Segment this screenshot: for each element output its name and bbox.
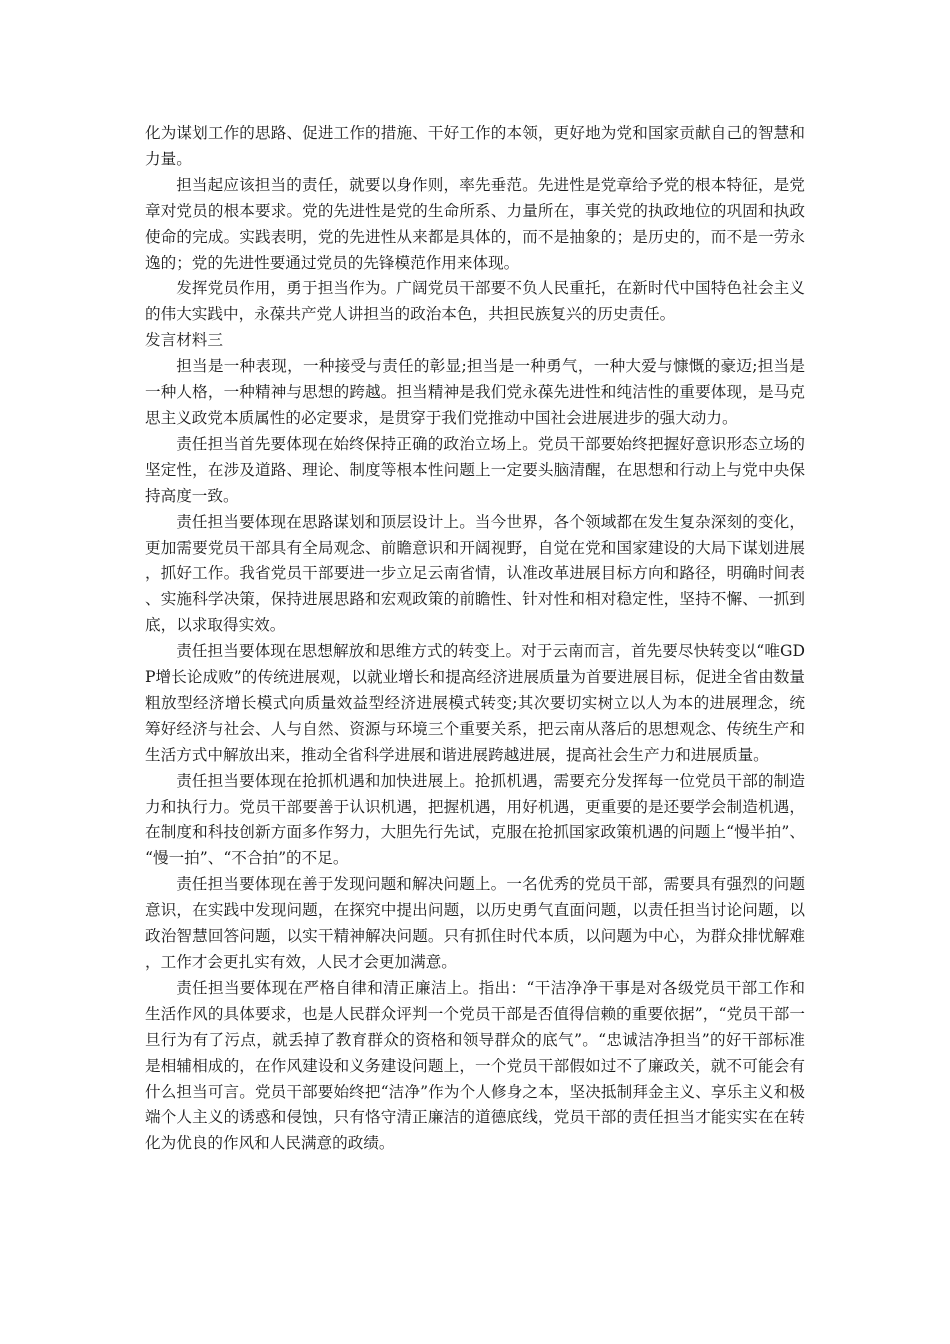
paragraph-top-level-design: 责任担当要体现在思路谋划和顶层设计上。当今世界，各个领域都在发生复杂深刻的变化，更加需要党员干部具有全局观念、前瞻意识和开阔视野，自觉在党和国家建设的大局下谋划进展，抓好工作。我省党员干部要进一步立足云南省情，认准改革进展目标方向和路径，明确时间表、实施科学决策，保持进展思路和宏观政策的前瞻性、针对性和相对稳定性，坚持不懈、一抓到底，以求取得实效。 xyxy=(145,512,805,635)
document-page xyxy=(145,121,805,1157)
paragraph-party-member-role: 发挥党员作用，勇于担当作为。广阔党员干部要不负人民重托，在新时代中国特色社会主义的伟大实践中，永葆共产党人讲担当的政治本色，共担民族复兴的历史责任。 xyxy=(145,279,805,324)
paragraph-mindset-change: 责任担当要体现在思想解放和思维方式的转变上。对于云南而言，首先要尽快转变以“唯GDP增长论成败”的传统进展观，以就业增长和提高经济进展质量为首要进展目标，促进全省由数量粗放型经济增长模式向质量效益型经济进展模式转变;其次要切实树立以人为本的进展理念，统筹好经济与社会、人与自然、资源与环境三个重要关系，把云南从落后的思想观念、传统生产和生活方式中解放出来，推动全省科学进展和谐进展跨越进展，提高社会生产力和进展质量。 xyxy=(145,642,805,764)
section-heading: 发言材料三 xyxy=(145,331,223,350)
paragraph-lead-by-example: 担当起应该担当的责任，就要以身作则，率先垂范。先进性是党章给予党的根本特征，是党章对党员的根本要求。党的先进性是党的生命所系、力量所在，事关党的执政地位的巩固和执政使命的完成。实践表明，党的先进性从来都是具体的，而不是抽象的；是历史的，而不是一劳永逸的；党的先进性要通过党员的先锋模范作用来体现。 xyxy=(145,175,805,272)
paragraph-continuation: 化为谋划工作的思路、促进工作的措施、干好工作的本领，更好地为党和国家贡献自己的智慧和力量。 xyxy=(145,124,805,168)
paragraph-definition-of-responsibility: 担当是一种表现，一种接受与责任的彰显;担当是一种勇气，一种大爱与慷慨的豪迈;担当是一种人格，一种精神与思想的跨越。担当精神是我们党永葆先进性和纯洁性的重要体现，是马克思主义政党本质属性的必定要求，是贯穿于我们党推动中国社会进展进步的强大动力。 xyxy=(145,357,805,427)
paragraph-seize-opportunities: 责任担当要体现在抢抓机遇和加快进展上。抢抓机遇，需要充分发挥每一位党员干部的制造力和执行力。党员干部要善于认识机遇，把握机遇，用好机遇，更重要的是还要学会制造机遇，在制度和科技创新方面多作努力，大胆先行先试，克服在抢抓国家政策机遇的问题上“慢半拍”、“慢一拍”、“不合拍”的不足。 xyxy=(145,771,805,868)
paragraph-political-stance: 责任担当首先要体现在始终保持正确的政治立场上。党员干部要始终把握好意识形态立场的坚定性，在涉及道路、理论、制度等根本性问题上一定要头脑清醒，在思想和行动上与党中央保持高度一致。 xyxy=(145,434,805,505)
paragraph-self-discipline: 责任担当要体现在严格自律和清正廉洁上。指出：“干洁净净干事是对各级党员干部工作和生活作风的具体要求，也是人民群众评判一个党员干部是否值得信赖的重要依据”，“党员干部一旦行为有了污点，就丢掉了教育群众的资格和领导群众的底气”。“忠诚洁净担当”的好干部标准是相辅相成的，在作风建设和义务建设问题上，一个党员干部假如过不了廉政关，就不可能会有什么担当可言。党员干部要始终把“洁净”作为个人修身之本，坚决抵制拜金主义、享乐主义和极端个人主义的诱惑和侵蚀，只有恪守清正廉洁的道德底线，党员干部的责任担当才能实实在在转化为优良的作风和人民满意的政绩。 xyxy=(145,978,805,1153)
paragraph-problem-solving: 责任担当要体现在善于发现问题和解决问题上。一名优秀的党员干部，需要具有强烈的问题意识，在实践中发现问题，在探究中提出问题，以历史勇气直面问题，以责任担当讨论问题，以政治智慧回答问题，以实干精神解决问题。只有抓住时代本质，以问题为中心，为群众排忧解难，工作才会更扎实有效，人民才会更加满意。 xyxy=(145,875,805,971)
